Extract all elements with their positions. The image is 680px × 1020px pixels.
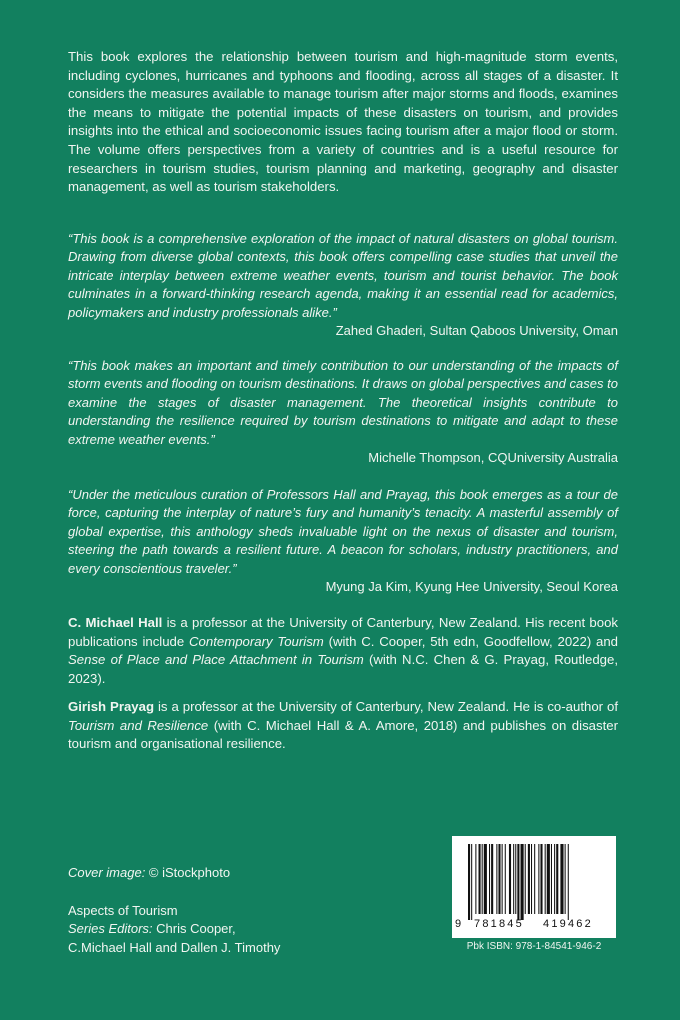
barcode-digits-left: 781845 (474, 918, 524, 930)
series-editors (68, 920, 280, 938)
barcode-bar (498, 844, 500, 914)
barcode-bar (489, 844, 490, 914)
barcode-bar (551, 844, 552, 914)
bio-text: is a professor at the University of Canterbury, New Zealand. His recent book publications include (68, 615, 618, 649)
endorsement-text: “This book makes an important and timely contribution to our understanding of the impacts of storm events and flooding on tourism destinations. It draws on global perspectives and cases to examine the stages of disaster management. The theoretical insights contribute to understanding the resilience required by tourism destinations to mitigate and adapt to these extreme weather events.” (68, 358, 618, 447)
author-bio-prayag (68, 698, 618, 754)
cover-image-credit (68, 864, 230, 882)
barcode-bar (547, 844, 550, 914)
barcode-bar (502, 844, 503, 914)
barcode-bar (525, 844, 526, 914)
barcode-bar (505, 844, 506, 914)
barcode-bar (491, 844, 493, 914)
author-name: Girish Prayag (68, 699, 155, 714)
series-editors-line2: C.Michael Hall and Dallen J. Timothy (68, 939, 281, 955)
barcode-bar (517, 844, 519, 920)
barcode-bar (515, 844, 516, 914)
barcode-bar (538, 844, 539, 914)
barcode-bar (531, 844, 532, 914)
book-title: Contemporary Tourism (189, 633, 324, 649)
bio-text: (with C. Michael Hall & A. Amore, 2018) and publishes on disaster tourism and organisational resilience. (68, 717, 618, 752)
cover-credit-label: Cover image: (68, 865, 146, 880)
barcode-bar (475, 844, 476, 914)
book-title: Tourism and Resilience (68, 717, 209, 733)
endorsement-attribution: Michelle Thompson, CQUniversity Australia (368, 450, 618, 466)
barcode-bar (482, 844, 483, 914)
barcode-bar (554, 844, 555, 914)
series-editors-line1: Chris Cooper, (152, 921, 236, 937)
barcode-bar (471, 844, 472, 920)
cover-credit-value: © iStockphoto (145, 865, 231, 880)
barcode-digit-lead: 9 (455, 918, 462, 930)
barcode-bar (513, 844, 514, 914)
barcode-bar (528, 844, 530, 914)
barcode-bar (540, 844, 542, 914)
series-name: Aspects of Tourism (68, 903, 178, 918)
barcode-bar (479, 844, 481, 914)
barcode-bar (484, 844, 487, 914)
endorsement-text: “This book is a comprehensive exploration of the impact of natural disasters on global tourism. Drawing from diverse global contexts, this book offers compelling case studies that unveil the intricate interplay between extreme weather events, tourism and tourist behavior. The book culminates in a forward-thinking research agenda, making it an essential read for academics, policymakers and industry professionals alike.” (68, 231, 618, 320)
endorsement-1 (68, 230, 618, 340)
barcode-bar (521, 844, 524, 920)
endorsement-text: “Under the meticulous curation of Professors Hall and Prayag, this book emerges as a tour de force, capturing the interplay of nature’s fury and humanity’s tenacity. A masterful assembly of global expertise, this anthology sheds invaluable light on the nexus of disaster and tourism, steering the path towards a resilient future. A beacon for scholars, industry practitioners, and every conscientious traveler.” (68, 487, 618, 576)
barcode-bar (509, 844, 511, 914)
endorsement-2 (68, 357, 618, 467)
barcode-bar (545, 844, 546, 914)
author-bio-hall (68, 614, 618, 688)
bio-text: (with N.C. Chen & G. Prayag, Routledge, 2023). (68, 652, 618, 686)
series-info (68, 902, 280, 957)
barcode-bar (568, 844, 569, 920)
endorsement-attribution: Myung Ja Kim, Kyung Hee University, Seoul Korea (325, 579, 618, 595)
book-description: This book explores the relationship between tourism and high-magnitude storm events, including cyclones, hurricanes and typhoons and flooding, across all stages of a disaster. It considers the measures available to manage tourism after major storms and floods, examines the means to mitigate the potential impacts of these disasters on tourism, and provides insights into the ethical and socioeconomic issues facing tourism after a major flood or storm. The volume offers perspectives from a variety of countries and is a useful resource for researchers in tourism studies, tourism planning and marketing, geography and disaster management, as well as tourism stakeholders. (68, 49, 618, 195)
barcode-bar (560, 844, 563, 914)
author-name: C. Michael Hall (68, 615, 163, 630)
endorsement-attribution: Zahed Ghaderi, Sultan Qaboos University, Oman (335, 323, 618, 339)
endorsement-3 (68, 486, 618, 596)
bio-text: (with C. Cooper, 5th edn, Goodfellow, 2022) and (323, 633, 619, 649)
barcode-bar (468, 844, 470, 920)
barcode-bar (534, 844, 535, 914)
isbn: Pbk ISBN: 978-1-84541-946-2 (466, 941, 602, 952)
barcode-bar (565, 844, 566, 914)
series-editors-label: Series Editors: (68, 921, 153, 937)
barcode (452, 836, 616, 938)
barcode-bar (496, 844, 497, 914)
barcode-digits-right: 419462 (543, 918, 593, 930)
barcode-bar (556, 844, 558, 914)
bio-text: is a professor at the University of Canterbury, New Zealand. He is co-author of (154, 699, 618, 714)
book-title: Sense of Place and Place Attachment in Tourism (68, 652, 364, 668)
